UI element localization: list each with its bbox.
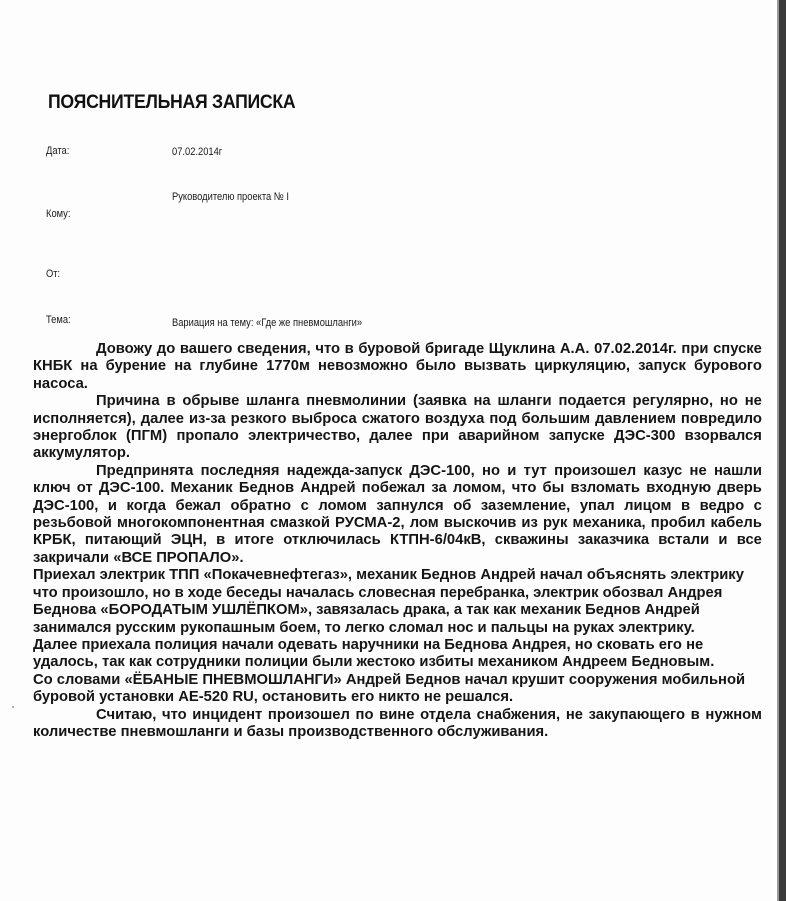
paragraph-incident-report: Довожу до вашего сведения, что в буровой бригаде Щуклина А.А. 07.02.2014г. при спуске КНБК на бурение на глубине 1770м невозможно было вызвать циркуляцию, запуск бурового насоса. xyxy=(33,340,762,392)
paragraph-cause: Причина в обрыве шланга пневмолинии (заявка на шланги подается регулярно, но не исполняется), далее из-за резкого выброса сжатого воздуха под большим давлением повредило энергоблок (ПГМ) пропало электричество, далее при аварийном запуске ДЭС-300 взорвался аккумулятор. xyxy=(33,392,762,462)
document-title: ПОЯСНИТЕЛЬНАЯ ЗАПИСКА xyxy=(48,92,296,113)
recipient-label: Кому: xyxy=(46,208,71,220)
subject-label: Тема: xyxy=(46,314,71,326)
date-label: Дата: xyxy=(46,145,70,157)
date-value: 07.02.2014г xyxy=(172,146,223,158)
paragraph-destruction: Со словами «ЁБАНЫЕ ПНЕВМОШЛАНГИ» Андрей Беднов начал крушит сооружения мобильной буровой установки АЕ-520 RU, остановить его никто не решался. xyxy=(33,670,746,706)
paragraph-police: Далее приехала полиция начали одевать наручники на Беднова Андрея, но сковать его не удалось, так как сотрудники полиции были жестоко избиты механиком Андреем Бедновым. xyxy=(33,635,715,671)
scan-speck xyxy=(12,706,14,708)
sender-label: От: xyxy=(46,268,61,280)
recipient-value: Руководителю проекта № I xyxy=(172,191,290,203)
paragraph-des-100: Предпринята последняя надежда-запуск ДЭС-100, но и тут произошел казус не нашли ключ от ДЭС-100. Механик Беднов Андрей побежал за ломом, что бы взломать входную дверь ДЭС-100, и когда бежал обратно с ломом запнулся об заземление, упал лицом в ведро с резьбовой многокомпонентная смазкой РУСМА-2, лом выскочив из рук механика, пробил кабель КРБК, питающий ЭЦН, в итоге отключилась КТПН-6/04кВ, скважины заказчика встали и все закричали «ВСЕ ПРОПАЛО». xyxy=(33,461,762,566)
paragraph-electrician: Приехал электрик ТПП «Покачевнефтегаз», механик Беднов Андрей начал объяснять электрику что произошло, но в ходе беседы началась словесная перебранка, электрик обозвал Андрея Беднова «БОРОДАТЫМ УШЛЁПКОМ», завязалась драка, а так как механик Беднов Андрей занимался русским рукопашным боем, то легко сломал нос и пальцы на руках электрику. xyxy=(33,566,744,636)
document-body xyxy=(33,340,762,740)
paragraph-conclusion: Считаю, что инцидент произошел по вине отдела снабжения, не закупающего в нужном количестве пневмошланги и базы производственного обслуживания. xyxy=(33,705,762,740)
subject-value: Вариация на тему: «Где же пневмошланги» xyxy=(172,317,363,329)
scan-edge-border xyxy=(779,0,786,901)
